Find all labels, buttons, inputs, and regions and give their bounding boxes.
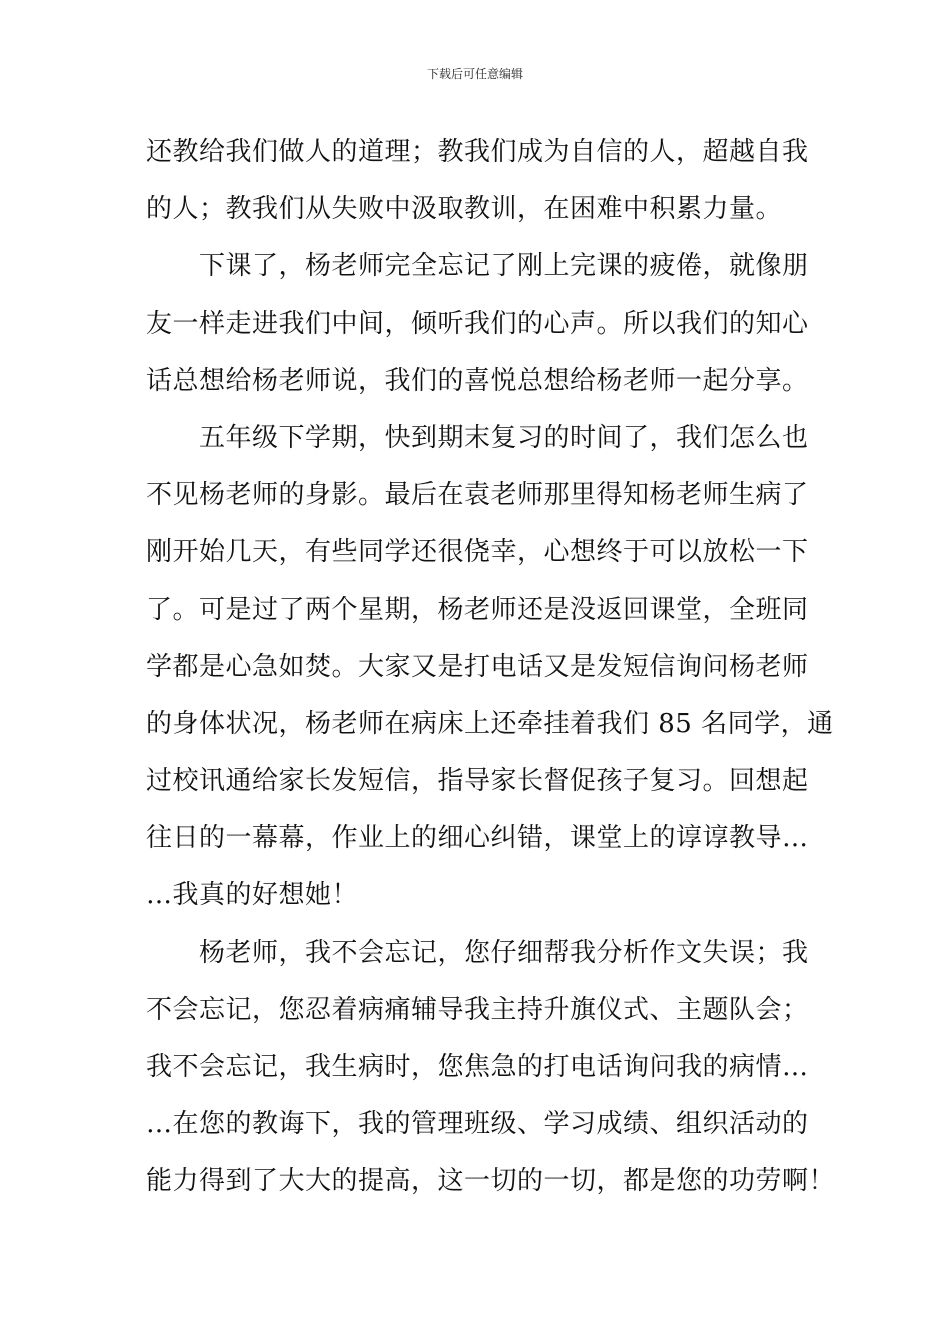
text-line: 还教给我们做人的道理；教我们成为自信的人，超越自我 (146, 137, 809, 167)
text-line: 往日的一幕幕，作业上的细心纠错，课堂上的谆谆教导… (146, 823, 809, 854)
text-line: 下课了，杨老师完全忘记了刚上完课的疲倦，就像朋 (146, 251, 809, 282)
text-line: 友一样走进我们中间，倾听我们的心声。所以我们的知心 (146, 308, 809, 339)
text-line: 了。可是过了两个星期，杨老师还是没返回课堂，全班同 (146, 594, 809, 625)
text-line: 话总想给杨老师说，我们的喜悦总想给杨老师一起分享。 (146, 365, 809, 396)
text-line: 杨老师，我不会忘记，您仔细帮我分析作文失误；我 (146, 937, 809, 968)
text-line: …我真的好想她！ (146, 880, 359, 911)
text-line: 学都是心急如焚。大家又是打电话又是发短信询问杨老师 (146, 651, 809, 682)
text-line: 能力得到了大大的提高，这一切的一切，都是您的功劳啊！ (146, 1166, 836, 1197)
text-line: 过校讯通给家长发短信，指导家长督促孩子复习。回想起 (146, 766, 809, 797)
text-line: 的身体状况，杨老师在病床上还牵挂着我们 85 名同学，通 (146, 708, 834, 739)
essay-body (146, 124, 836, 1211)
text-line: 刚开始几天，有些同学还很侥幸，心想终于可以放松一下 (146, 537, 809, 568)
text-line: 不会忘记，您忍着病痛辅导我主持升旗仪式、主题队会； (146, 994, 809, 1025)
text-line: 五年级下学期，快到期末复习的时间了，我们怎么也 (146, 422, 809, 453)
page-header: 下载后可任意编辑 (426, 67, 523, 81)
text-line: …在您的教诲下，我的管理班级、学习成绩、组织活动的 (146, 1109, 809, 1140)
text-line: 我不会忘记，我生病时，您焦急的打电话询问我的病情… (146, 1052, 809, 1082)
text-line: 不见杨老师的身影。最后在袁老师那里得知杨老师生病了 (146, 480, 809, 511)
text-line: 的人；教我们从失败中汲取教训，在困难中积累力量。 (146, 194, 783, 225)
